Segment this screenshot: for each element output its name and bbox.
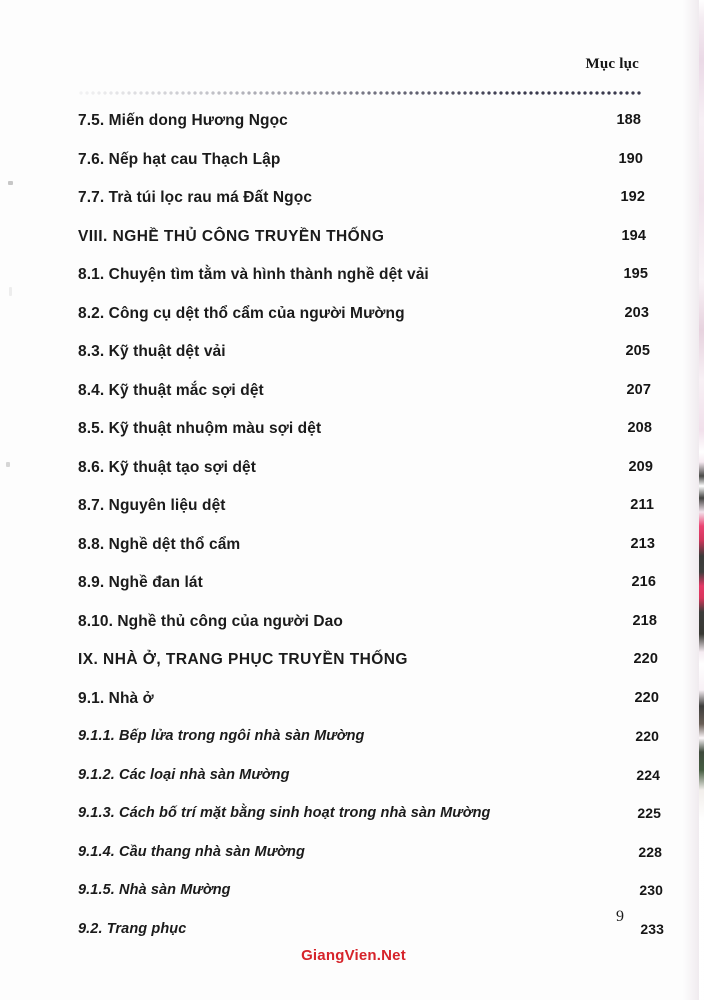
page-header bbox=[0, 56, 707, 90]
toc-entry[interactable] bbox=[0, 805, 707, 844]
toc-entry[interactable] bbox=[0, 112, 707, 151]
toc-entry[interactable] bbox=[0, 305, 707, 344]
toc-entry[interactable] bbox=[0, 228, 707, 267]
toc-entry[interactable] bbox=[0, 613, 707, 652]
toc-entry-page-number: 216 bbox=[631, 574, 656, 590]
toc-entry-page-number: 208 bbox=[627, 420, 652, 436]
toc-entry-label: IX. NHÀ Ở, TRANG PHỤC TRUYỀN THỐNG bbox=[78, 651, 408, 668]
toc-entry-page-number: 218 bbox=[632, 612, 657, 629]
toc-entry[interactable] bbox=[0, 536, 707, 575]
toc-entry[interactable] bbox=[0, 343, 707, 382]
toc-entry-page-number: 213 bbox=[630, 535, 655, 552]
toc-entry-page-number: 205 bbox=[625, 343, 650, 359]
toc-entry[interactable] bbox=[0, 651, 707, 690]
toc-entry-label: 8.6. Kỹ thuật tạo sợi dệt bbox=[78, 458, 257, 476]
toc-entry-label: VIII. NGHỀ THỦ CÔNG TRUYỀN THỐNG bbox=[78, 227, 385, 245]
toc-entry-label: 8.1. Chuyện tìm tằm và hình thành nghề dệt vải bbox=[78, 266, 429, 283]
toc-entry[interactable] bbox=[0, 382, 707, 421]
toc-entry-page-number: 220 bbox=[633, 651, 658, 667]
toc-entry[interactable] bbox=[0, 690, 707, 729]
toc-entry-label: 8.9. Nghề đan lát bbox=[78, 574, 203, 591]
table-of-contents bbox=[0, 112, 707, 959]
toc-entry-label: 8.3. Kỹ thuật dệt vải bbox=[78, 343, 226, 360]
page-title: Mục lục bbox=[585, 56, 639, 72]
toc-entry-label: 8.10. Nghề thủ công của người Dao bbox=[78, 612, 343, 630]
header-decorative-rule bbox=[78, 90, 641, 96]
toc-entry[interactable] bbox=[0, 189, 707, 228]
toc-entry-page-number: 207 bbox=[626, 381, 651, 398]
toc-entry-page-number: 209 bbox=[628, 458, 653, 475]
toc-entry-page-number: 203 bbox=[624, 304, 649, 321]
toc-entry-page-number: 228 bbox=[638, 843, 662, 860]
toc-entry-label: 8.2. Công cụ dệt thổ cẩm của người Mường bbox=[78, 304, 405, 322]
toc-entry[interactable] bbox=[0, 767, 707, 806]
toc-entry-label: 7.6. Nếp hạt cau Thạch Lập bbox=[78, 150, 281, 168]
toc-entry-page-number: 188 bbox=[616, 112, 641, 128]
toc-entry[interactable] bbox=[0, 459, 707, 498]
toc-entry[interactable] bbox=[0, 574, 707, 613]
watermark: GiangVien.Net bbox=[301, 947, 406, 964]
toc-entry-page-number: 230 bbox=[639, 882, 663, 898]
toc-entry-page-number: 225 bbox=[637, 805, 661, 821]
toc-entry[interactable] bbox=[0, 420, 707, 459]
toc-entry-page-number: 192 bbox=[620, 189, 645, 205]
toc-entry-page-number: 220 bbox=[634, 689, 659, 706]
toc-entry[interactable] bbox=[0, 266, 707, 305]
toc-entry-label: 9.2. Trang phục bbox=[78, 920, 187, 937]
toc-entry-label: 7.7. Trà túi lọc rau má Đất Ngọc bbox=[78, 189, 313, 206]
toc-entry[interactable] bbox=[0, 844, 707, 883]
toc-entry-label: 9.1.2. Các loại nhà sàn Mường bbox=[78, 766, 290, 783]
toc-entry[interactable] bbox=[0, 882, 707, 921]
toc-entry[interactable] bbox=[0, 151, 707, 190]
toc-entry-label: 9.1.1. Bếp lửa trong ngôi nhà sàn Mường bbox=[78, 728, 365, 744]
toc-entry-page-number: 233 bbox=[640, 920, 664, 937]
folio-number: 9 bbox=[616, 908, 624, 925]
toc-entry-page-number: 195 bbox=[623, 266, 648, 282]
toc-entry-label: 9.1. Nhà ở bbox=[78, 689, 154, 707]
toc-entry[interactable] bbox=[0, 728, 707, 767]
toc-entry-label: 8.5. Kỹ thuật nhuộm màu sợi dệt bbox=[78, 420, 322, 437]
toc-entry[interactable] bbox=[0, 497, 707, 536]
toc-entry-label: 7.5. Miến dong Hương Ngọc bbox=[78, 112, 288, 129]
toc-entry-label: 9.1.5. Nhà sàn Mường bbox=[78, 882, 231, 898]
toc-entry-label: 8.4. Kỹ thuật mắc sợi dệt bbox=[78, 381, 264, 399]
toc-entry-page-number: 224 bbox=[636, 766, 660, 783]
toc-entry-label: 9.1.4. Cầu thang nhà sàn Mường bbox=[78, 843, 305, 860]
toc-entry-page-number: 211 bbox=[630, 497, 654, 513]
toc-entry-label: 8.7. Nguyên liệu dệt bbox=[78, 497, 226, 514]
toc-entry-page-number: 190 bbox=[618, 150, 643, 167]
toc-entry-label: 9.1.3. Cách bố trí mặt bằng sinh hoạt trong nhà sàn Mường bbox=[78, 805, 491, 821]
toc-entry-page-number: 194 bbox=[621, 227, 646, 244]
toc-entry-label: 8.8. Nghề dệt thổ cẩm bbox=[78, 535, 241, 553]
toc-entry-page-number: 220 bbox=[635, 728, 659, 744]
